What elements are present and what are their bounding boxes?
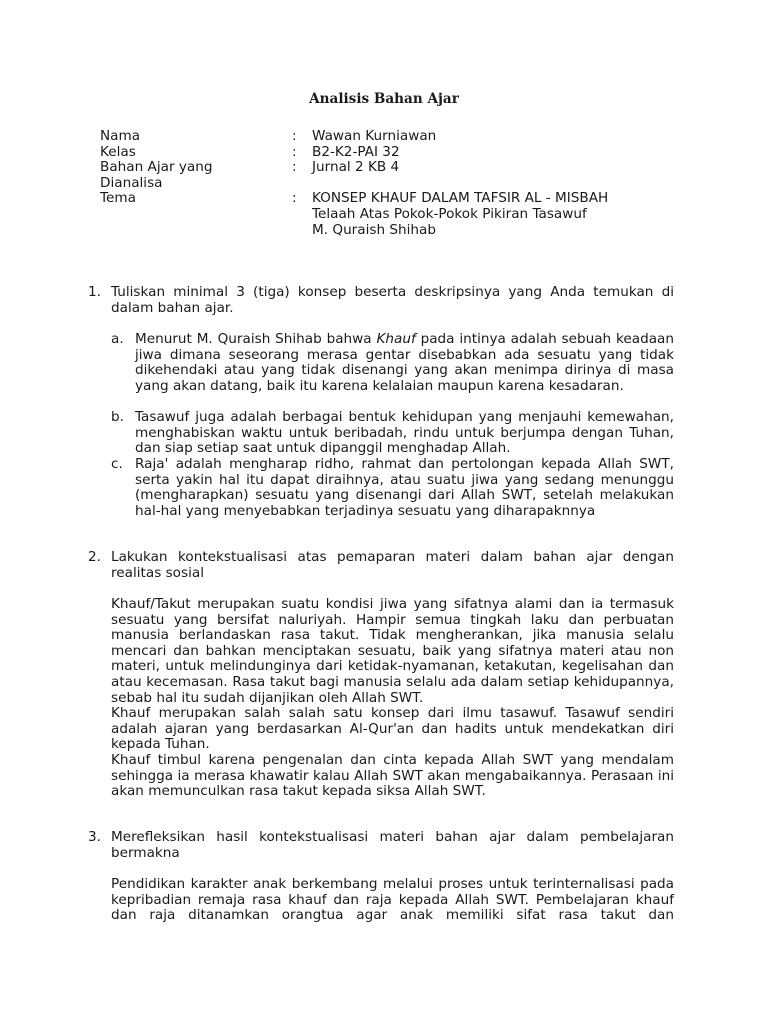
meta-colon: :: [292, 190, 297, 207]
meta-row-nama: [100, 129, 700, 145]
meta-row-kelas: [100, 145, 700, 161]
answer-paragraph: Khauf/Takut merupakan suatu kondisi jiwa yang sifatnya alami dan ia termasuk sesuatu yang bersifat naluriyah. Hampir semua tingkah laku dan perbuatan manusia berlandaskan rasa takut. Tidak mengherankan, jika manusia selalu mencari dan bahkan menciptakan sesuatu, baik yang sifatnya materi atau non materi, untuk melindunginya dari ketidak-nyamanan, ketakutan, kegelisahan dan atau kecemasan. Rasa takut bagi manusia selalu ada dalam setiap kehidupannya, sebab hal itu sudah dijanjikan oleh Allah SWT.: [111, 596, 674, 706]
item-letter: a.: [111, 331, 124, 347]
item-text-pre: Menurut M. Quraish Shihab bahwa: [135, 331, 377, 347]
meta-label: Dianalisa: [100, 174, 163, 191]
meta-colon: :: [292, 159, 297, 176]
item-text: Raja' adalah mengharap ridho, rahmat dan pertolongan kepada Allah SWT, serta yakin hal itu dapat diraihnya, atau suatu jiwa yang sedang menunggu (mengharapkan) sesuatu yang disenangi dari Allah SWT, setelah melakukan hal-hal yang menyebabkan terjadinya sesuatu yang diharapaknnya: [135, 456, 674, 519]
meta-value: Jurnal 2 KB 4: [312, 159, 400, 176]
meta-row-tema: [100, 191, 700, 238]
question-text: Tuliskan minimal 3 (tiga) konsep beserta deskripsinya yang Anda temukan di dalam bahan ajar.: [111, 284, 674, 316]
answer-paragraph: Pendidikan karakter anak berkembang melalui proses untuk terinternalisasi pada kepribadian remaja rasa khauf dan raja kepada Allah SWT. Pembelajaran khauf dan raja ditanamkan orangtua agar anak memiliki sifat rasa takut dan: [111, 876, 674, 924]
question-number: 2.: [88, 549, 101, 565]
meta-row-bahan-ajar: [100, 160, 700, 191]
meta-label: Kelas: [100, 143, 136, 160]
item-text-italic: Khauf: [376, 331, 416, 347]
meta-label: Bahan Ajar yang: [100, 159, 213, 176]
meta-colon: :: [292, 128, 297, 144]
answer-paragraph: Khauf timbul karena pengenalan dan cinta kepada Allah SWT yang mendalam sehingga ia merasa khawatir kalau Allah SWT akan mengabaikannya. Perasaan ini akan memunculkan rasa takut kepada siksa Allah SWT.: [111, 751, 674, 800]
item-text: Tasawuf juga adalah berbagai bentuk kehidupan yang menjauhi kemewahan, menghabiskan waktu untuk beribadah, rindu untuk berjumpa dengan Tuhan, dan siap setiap saat untuk dipanggil menghadap Allah.: [135, 409, 674, 457]
question-3: [88, 830, 674, 861]
question-1: [88, 285, 674, 316]
meta-value: KONSEP KHAUF DALAM TAFSIR AL - MISBAH: [312, 190, 609, 207]
meta-value: Wawan Kurniawan: [312, 128, 437, 144]
item-letter: c.: [111, 456, 123, 472]
answer-paragraph: Khauf merupakan salah salah satu konsep dari ilmu tasawuf. Tasawuf sendiri adalah ajaran yang berdasarkan Al-Qur'an dan hadits untuk mendekatkan diri kepada Tuhan.: [111, 705, 674, 753]
answer-item-b: [111, 410, 674, 457]
item-letter: b.: [111, 409, 124, 425]
meta-colon: :: [292, 143, 297, 160]
answer-item-c: [111, 457, 674, 519]
meta-value: Telaah Atas Pokok-Pokok Pikiran Tasawuf: [312, 205, 587, 222]
question-number: 3.: [88, 829, 101, 845]
answer-paragraphs-3: [111, 877, 674, 924]
question-2: [88, 550, 674, 581]
question-text: Lakukan kontekstualisasi atas pemaparan materi dalam bahan ajar dengan realitas sosial: [111, 549, 674, 581]
meta-value: M. Quraish Shihab: [312, 221, 436, 238]
question-number: 1.: [88, 284, 101, 300]
meta-label: Nama: [100, 128, 141, 144]
meta-label: Tema: [100, 190, 136, 207]
identity-table: [100, 129, 700, 238]
answer-item-a: [111, 332, 674, 394]
question-text: Merefleksikan hasil kontekstualisasi materi bahan ajar dalam pembelajaran bermakna: [111, 829, 674, 861]
meta-value: B2-K2-PAI 32: [312, 143, 400, 160]
document-title: Analisis Bahan Ajar: [309, 91, 459, 107]
item-text-post: pada intinya adalah sebuah keadaan jiwa dimana seseorang merasa gentar disebabkan ada sesuatu yang tidak dikehendaki atau yang tidak disenangi yang akan menimpa dirinya di masa yang akan datang, baik itu karena kelalaian maupun karena kesadaran.: [135, 331, 674, 394]
answer-paragraphs-2: [111, 597, 674, 800]
